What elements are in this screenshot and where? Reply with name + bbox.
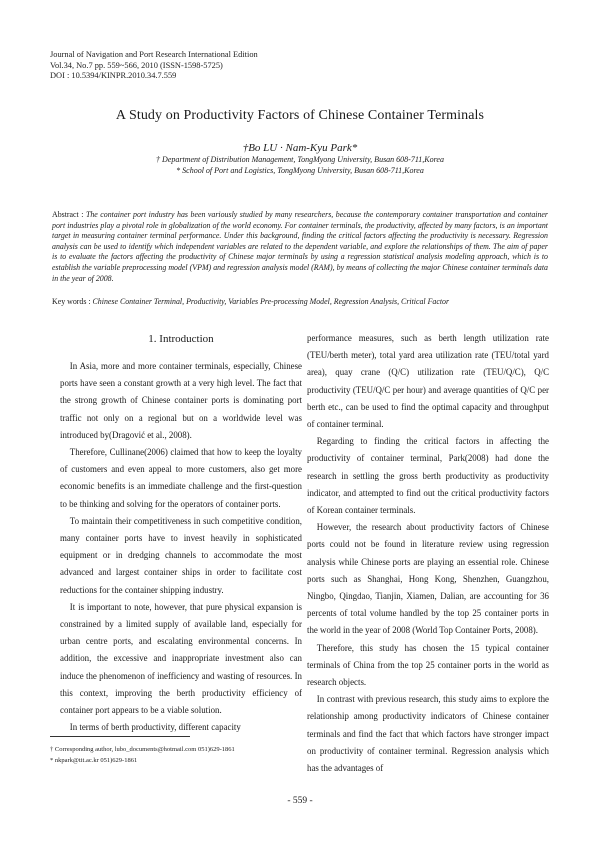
affiliation-1: † Department of Distribution Management, TongMyong University, Busan 608-711,Korea <box>156 155 444 164</box>
footnote-coauthor: * nkpark@tit.ac.kr 051)629-1861 <box>50 757 138 764</box>
paragraph-continuation: performance measures, such as berth length utilization rate (TEU/berth meter), total yard area utilization rate (TEU/total yard area), quay crane (Q/C) utilization rate (TEU/Q/C), Q/C productivity (TEU/Q/C per hour) and average quantities of Q/C per berth etc., can be used to find the optimal capacity and throughput of container terminal. <box>307 333 549 430</box>
paragraph: In Asia, more and more container terminals, especially, Chinese ports have seen a constant growth at a very high level. The fact that the strong growth of Chinese container ports is dominating port traffic not only on a regional but on a worldwide level was introduced by(Dragović et al., 2008). <box>60 361 302 440</box>
abstract <box>52 210 548 284</box>
affiliations <box>0 155 600 176</box>
paragraph: In contrast with previous research, this study aims to explore the relationship among productivity indicators of Chinese container terminals and find the fact that which factors have stronger impact on productivity of container terminal. Regression analysis which has the advantages of <box>307 694 549 774</box>
authors: †Bo LU · Nam-Kyu Park* <box>242 142 358 154</box>
right-column <box>307 330 549 777</box>
paragraph: Regarding to finding the critical factors in affecting the productivity of container terminal, Park(2008) had done the research in settling the gross berth productivity as productivity indicator, and attempted to find out the critical productivity factors of Korean container terminals. <box>307 436 549 516</box>
doi: DOI : 10.5394/KINPR.2010.34.7.559 <box>50 71 177 81</box>
abstract-text: The container port industry has been variously studied by many researchers, because the contemporary container transportation and container port industries play a pivotal role in globalization of the world economy. For container terminals, the productivity, affected by many factors, is an important target in measuring container terminal performance. Under this background, finding the critical factors affecting the productivity is necessary. Regression analysis can be used to identify which independent variables are related to the dependent variable, and explore the relationships of them. The aim of paper is to evaluate the factors affecting the productivity of Chinese major terminals by using a regression statistical analysis modeling approach, which is to establish the variable preprocessing model (VPM) and regression analysis model (RAM), by means of collecting the major Chinese container terminals data in the year of 2008. <box>52 210 549 283</box>
footnote-corresponding-author: † Corresponding author, lubo_documents@hotmail.com 051)629-1861 <box>50 746 235 753</box>
paragraph: However, the research about productivity factors of Chinese ports could not be found in literature review using regression analysis while Chinese ports are playing an essential role. Chinese ports such as Shanghai, Hong Kong, Shenzhen, Guangzhou, Ningbo, Qingdao, Tianjin, Xiamen, Dalian, are accounting for 36 percents of total volume handled by the top 25 container ports in the world in the year of 2008 (World Top Container Ports, 2008). <box>307 522 549 636</box>
footnotes <box>50 744 235 766</box>
section-heading: 1. Introduction <box>148 333 214 345</box>
keywords-label: Key words : <box>52 297 93 306</box>
keywords <box>52 297 548 308</box>
journal-header <box>50 50 258 82</box>
paragraph: To maintain their competitiveness in such competitive condition, many container ports have to invest heavily in sophisticated equipment or in dredging channels to accommodate the most advanced and largest container ships in order to facilitate cost reductions for the container shipping industry. <box>60 515 302 595</box>
abstract-label: Abstract : <box>52 210 86 219</box>
left-column <box>60 358 302 736</box>
journal-name: Journal of Navigation and Port Research International Edition <box>50 50 258 59</box>
page-number: - 559 - <box>287 796 313 806</box>
paper-title: A Study on Productivity Factors of Chinese Container Terminals <box>115 108 485 123</box>
affiliation-2: * School of Port and Logistics, TongMyong University, Busan 608-711,Korea <box>176 165 424 175</box>
footnote-divider <box>50 736 190 737</box>
paragraph: It is important to note, however, that pure physical expansion is constrained by a limited supply of available land, especially for urban centre ports, and escalating environmental concerns. In addition, the excessive and inappropriate investment also can induce the phenomenon of inefficiency and wasting of resources. In this context, improving the berth productivity efficiency of container port appears to be a viable solution. <box>60 601 302 716</box>
volume-info: Vol.34, No.7 pp. 559~566, 2010 (ISSN-1598-5725) <box>50 60 223 70</box>
paragraph: Therefore, Cullinane(2006) claimed that how to keep the loyalty of customers and even appeal to more customers, also get more economic benefits is an immediate challenge and the first-question to be thinking and solving for the operators of container ports. <box>60 447 302 509</box>
paragraph: In terms of berth productivity, different capacity <box>69 722 241 733</box>
paragraph: Therefore, this study has chosen the 15 typical container terminals of China from the top 25 container ports in the world as research objects. <box>307 642 549 688</box>
keywords-text: Chinese Container Terminal, Productivity, Variables Pre-processing Model, Regression Analysis, Critical Factor <box>92 297 450 306</box>
